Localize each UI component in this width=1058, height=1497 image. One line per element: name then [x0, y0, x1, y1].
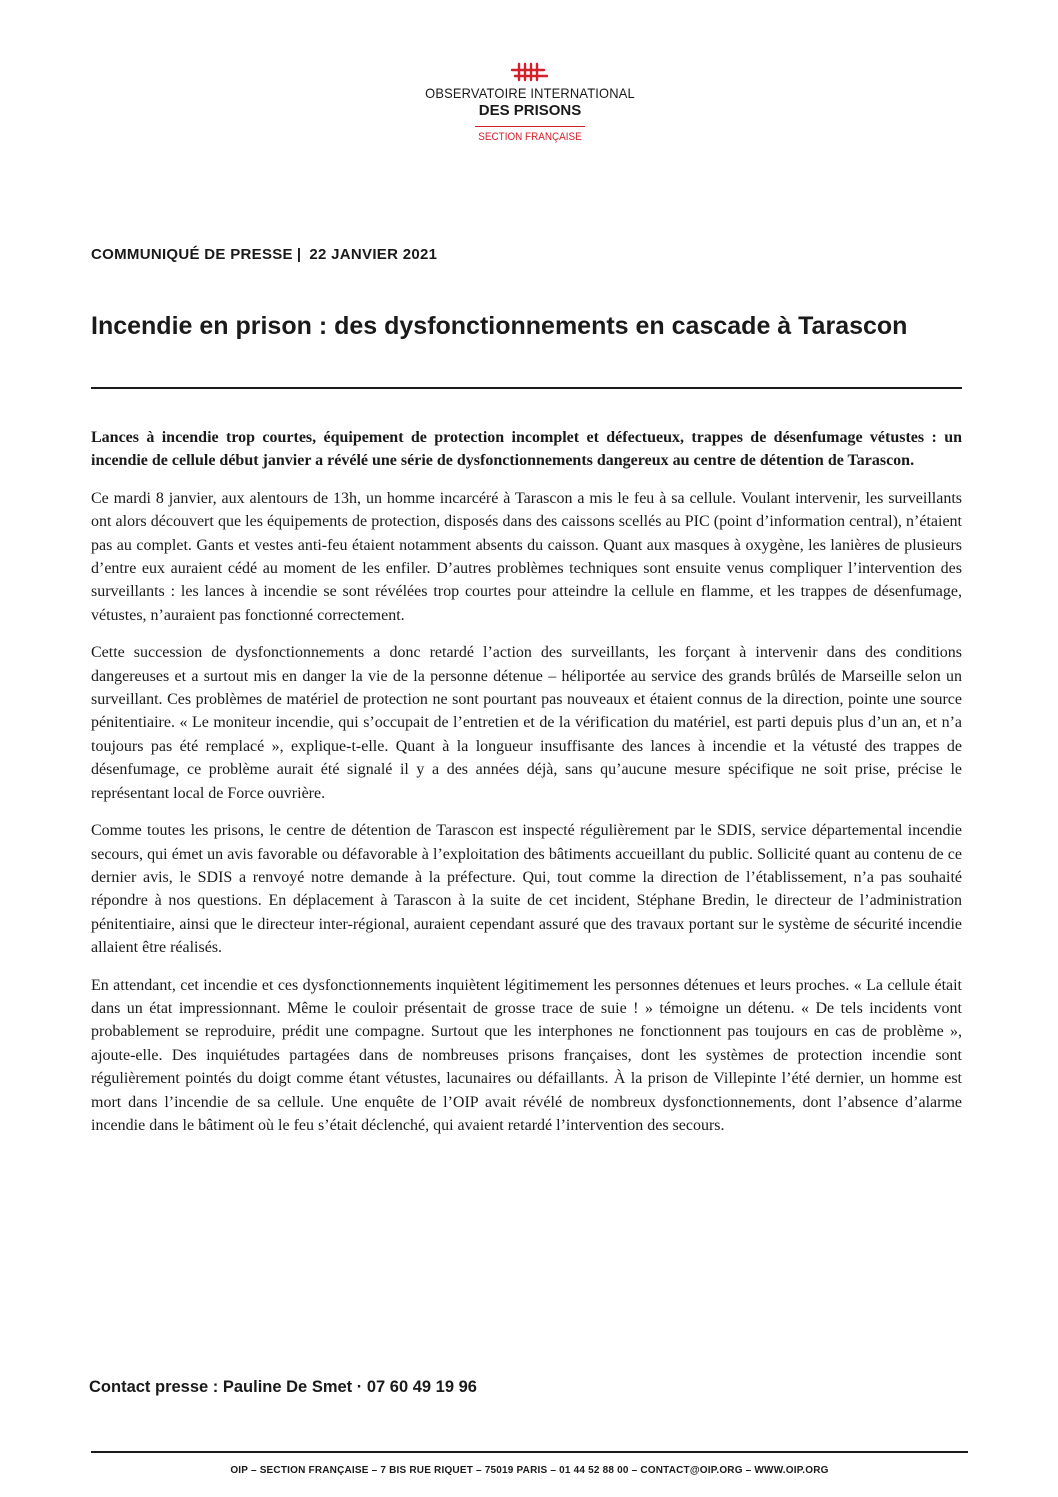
logo-line-3: SECTION FRANÇAISE: [478, 131, 582, 143]
header-separator: |: [296, 246, 302, 263]
logo-line-1: OBSERVATOIRE INTERNATIONAL: [425, 85, 635, 101]
body-paragraph: En attendant, cet incendie et ces dysfonctionnements inquiètent légitimement les personnes détenues et leurs proches. « La cellule était dans un état impressionnant. Même le couloir présentait de grosse trace de suie ! » témoigne un détenu. « De tels incidents vont probablement se reproduire, prédit une compagne. Surtout que les interphones ne fonctionnent pas toujours en cas de problème », ajoute-elle. Des inquiétudes partagées dans de nombreuses prisons françaises, dont les systèmes de protection incendie sont régulièrement pointés du doigt comme étant vétustes, lacunaires ou défaillants. À la prison de Villepinte l’été dernier, un homme est mort dans l’incendie de sa cellule. Une enquête de l’OIP avait révélé de nombreux dysfonctionnements, dont l’absence d’alarme incendie dans le bâtiment où le feu s’était déclenché, qui avaient retardé l’intervention des secours.: [91, 976, 962, 1134]
footer-address: OIP – SECTION FRANÇAISE – 7 BIS RUE RIQUET – 75019 PARIS – 01 44 52 88 00 – CONTACT@OIP.ORG – WWW.OIP.ORG: [230, 1465, 829, 1476]
lead-paragraph: Lances à incendie trop courtes, équipement de protection incomplet et défectueux, trappes de désenfumage vétustes : un incendie de cellule début janvier a révélé une série de dysfonctionnements dangereux au centre de détention de Tarascon.: [91, 429, 962, 470]
body-paragraph: Cette succession de dysfonctionnements a donc retardé l’action des surveillants, les forçant à intervenir dans des conditions dangereuses et a surtout mis en danger la vie de la personne détenue – héliportée au service des grands brûlés de Marseille selon un surveillant. Ces problèmes de matériel de protection ne sont pourtant pas nouveaux et étaient connus de la direction, pointe une source pénitentiaire. « Le moniteur incendie, qui s’occupait de l’entretien et de la vérification du matériel, est parti depuis plus d’un an, et n’a toujours pas été remplacé », explique-t-elle. Quant à la longueur insuffisante des lances à incendie et la vétusté des trappes de désenfumage, ce problème aurait été signalé il y a des années déjà, sans qu’aucune mesure spécifique ne soit prise, précise le représentant local de Force ouvrière.: [91, 644, 962, 802]
body-paragraph: Ce mardi 8 janvier, aux alentours de 13h, un homme incarcéré à Tarascon a mis le feu à sa cellule. Voulant intervenir, les surveillants ont alors découvert que les équipements de protection, disposés dans des caissons scellés au PIC (point d’information central), n’étaient pas au complet. Gants et vestes anti-feu étaient notamment absents du caisson. Quant aux masques à oxygène, les lanières de plusieurs d’entre eux auraient cédé au moment de les enfiler. D’autres problèmes techniques sont ensuite venus compliquer l’intervention des surveillants : les lances à incendie se sont révélées trop courtes pour atteindre la cellule en flamme, et les trappes de désenfumage, vétustes, n’auraient pas fonctionné correctement.: [91, 489, 962, 624]
release-type: COMMUNIQUÉ DE PRESSE: [91, 246, 293, 263]
release-date: 22 JANVIER 2021: [309, 246, 438, 263]
page-title: Incendie en prison : des dysfonctionnements en cascade à Tarascon: [91, 312, 908, 340]
logo-line-2: DES PRISONS: [478, 102, 582, 119]
title-divider: [91, 387, 962, 389]
logo-divider: [475, 126, 585, 127]
oip-logo: [380, 62, 680, 144]
press-release-header: [91, 246, 437, 263]
press-contact: Contact presse : Pauline De Smet · 07 60 49 19 96: [89, 1378, 477, 1396]
footer-divider: [91, 1451, 968, 1453]
article-body: [91, 426, 962, 1151]
tally-marks-icon: [510, 62, 550, 82]
body-paragraph: Comme toutes les prisons, le centre de détention de Tarascon est inspecté régulièrement par le SDIS, service départemental incendie secours, qui émet un avis favorable ou défavorable à l’exploitation des bâtiments accueillant du public. Sollicité quant au contenu de ce dernier avis, le SDIS a renvoyé notre demande à la préfecture. Qui, tout comme la direction de l’établissement, n’a pas souhaité répondre à nos questions. En déplacement à Tarascon à la suite de cet incident, Stéphane Bredin, le directeur de l’administration pénitentiaire, ainsi que le directeur inter-régional, auraient cependant assuré que des travaux portant sur le système de sécurité incendie allaient être réalisés.: [91, 822, 962, 957]
